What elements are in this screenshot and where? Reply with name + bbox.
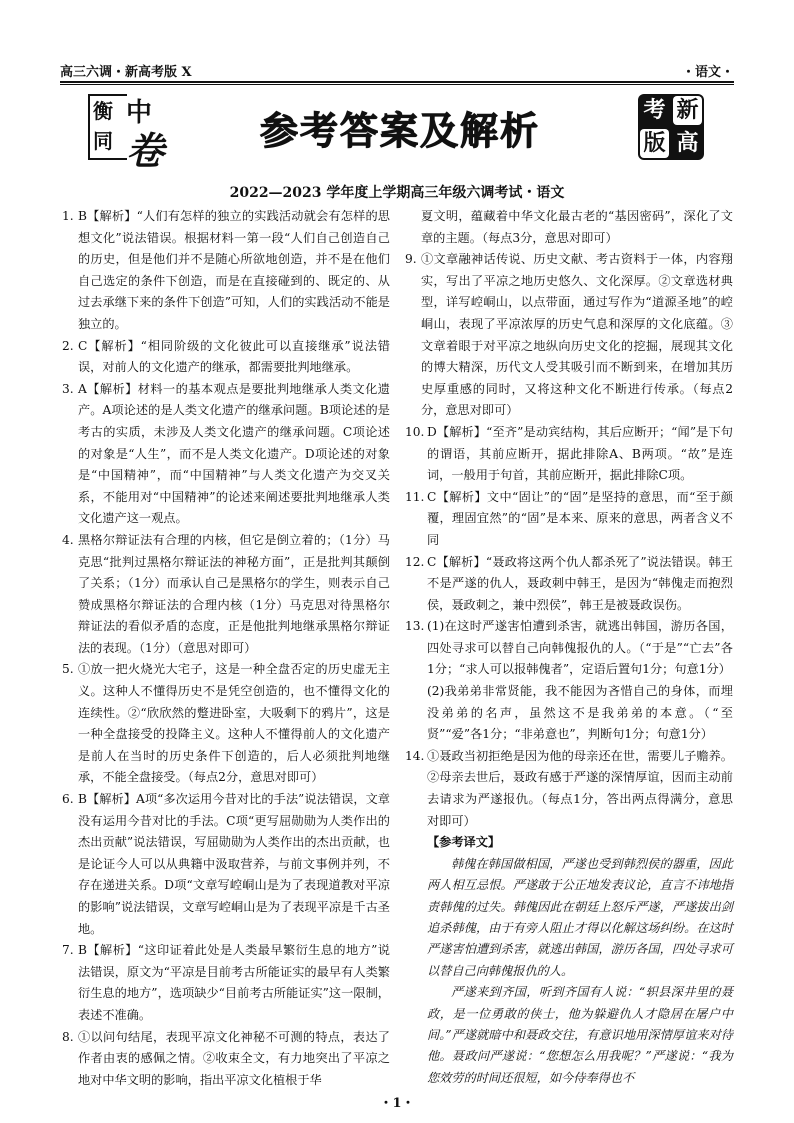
- answer-item: 12. C【解析】“聂政将这两个仇人都杀死了”说法错误。韩王不是严遂的仇人，聂政刺中韩王，是因为“韩傀走而抱烈侯，聂政刺之，兼中烈侯”，韩王是被聂政误伤。: [405, 554, 733, 612]
- answer-item: 5. ①放一把火烧光大宅子，这是一种全盘否定的历史虚无主义。这种人不懂得历史不是凭空创造的，也不懂得文化的连续性。②“欣欣然的蹩进卧室，大吸剩下的鸦片”，这是一种全盘接受的投降主义。这种人不懂得前人的文化遗产是前人在当时的历史条件下创造的，后人必须批判地继承，不能全盘接受。（每点2分，意思对即可）: [62, 662, 390, 785]
- seal-char-4: 高: [676, 131, 699, 156]
- seal-char-1: 考: [643, 98, 666, 123]
- answer-item: 6. B【解析】A项“多次运用今昔对比的手法”说法错误，文章没有运用今昔对比的手法。C项“更写屈勋勋为人类作出的杰出贡献”说法错误，写屈勋勋为人类作出的杰出贡献，也是论证今人可以从典籍中汲取营养，与前文事例并列，不存在递进关系。D项“文章写崆峒山是为了表现道教对平凉的影响”说法错误，文章写崆峒山是为了表现平凉是千古圣地。: [62, 792, 390, 936]
- right-column: [405, 206, 733, 1089]
- new-gaokao-seal: [638, 94, 704, 160]
- seal-char-3: 版: [640, 129, 669, 158]
- translation-paragraph: 韩傀在韩国做相国，严遂也受到韩烈侯的器重，因此两人相互忌恨。严遂敢于公正地发表议论，直言不讳地指责韩傀的过失。韩傀因此在朝廷上怒斥严遂，严遂拔出剑追杀韩傀，由于有旁人阻止才得以化解这场纠纷。在这时严遂害怕遭到杀害，就逃出韩国，游历各国，四处寻求可以替自己向韩傀报仇的人。: [427, 856, 733, 978]
- page-number: ・1・: [379, 1096, 415, 1111]
- header-rule: [60, 81, 734, 83]
- banner-title: 参考答案及解析: [259, 109, 540, 153]
- answer-item: 3. A【解析】材料一的基本观点是要批判地继承人类文化遗产。A项论述的是人类文化遗产的继承问题。B项论述的是考古的实质，未涉及人类文化遗产的继承问题。C项论述的对象是“人生”，而不是人类文化遗产。D项论述的对象是“中国精神”，而“中国精神”与人类文化遗产为交叉关系，不能用对“中国精神”的论述来阐述要批判地继承人类文化遗产这一观点。: [62, 381, 390, 526]
- header-rule-thin: [60, 84, 734, 85]
- answer-item: 7. B【解析】“这印证着此处是人类最早繁衍生息的地方”说法错误，原文为“平凉是目前考古所能证实的最早有人类繁衍生息的地方”，选项缺少“目前考古所能证实”这一限制，表述不准确。: [62, 943, 390, 1022]
- reference-translation: [405, 854, 733, 1089]
- logo-char-tong: 同: [93, 129, 113, 153]
- answer-item: 2. C【解析】“相同阶级的文化彼此可以直接继承”说法错误，对前人的文化遗产的继承，都需要批判地继承。: [62, 338, 390, 375]
- answer-item: 1. B【解析】“人们有怎样的独立的实践活动就会有怎样的思想文化”说法错误。根据材料一第一段“人们自己创造自己的历史，但是他们并不是随心所欲地创造，并不是在他们自己选定的条件下创造，而是在直接碰到的、既定的、从过去承继下来的条件下创造”可知，人们的实践活动不能是独立的。: [62, 209, 390, 331]
- hengzhong-logo: [70, 92, 182, 173]
- answer-item: 9. ①文章融神话传说、历史文献、考古资料于一体，内容翔实，写出了平凉之地历史悠久、文化深厚。②文章选材典型，详写崆峒山，以点带面，通过写作为“道源圣地”的崆峒山，表现了平凉浓厚的历史气息和深厚的文化底蕴。③文章着眼于对平凉之地纵向历史文化的挖掘，展现其文化的博大精深，历代文人受其吸引而不断到来，在增加其历史厚重感的同时，又将这种文化不断进行传承。（每点2分，意思对即可）: [405, 252, 733, 418]
- answer-item: 14. ①聂政当初拒绝是因为他的母亲还在世，需要儿子赡养。②母亲去世后，聂政有感于严遂的深情厚谊，因而主动前去请求为严遂报仇。（每点1分，答出两点得满分，意思对即可）: [405, 748, 733, 828]
- logo-char-heng: 衡: [93, 99, 113, 123]
- logo-char-zhong: 中: [126, 98, 153, 128]
- translation-paragraph: 严遂来到齐国，听到齐国有人说：“轵县深井里的聂政，是一位勇敢的侠士，他为躲避仇人才隐居在屠户中间。”严遂就暗中和聂政交往，有意识地用深情厚谊来对待他。聂政问严遂说：“您想怎么用我呢？”严遂说：“我为您效劳的时间还很短，如今侍奉得也不: [427, 985, 733, 1085]
- exam-title: 2022—2023 学年度上学期高三年级六调考试・语文: [229, 185, 565, 201]
- header-right: ・语文・: [681, 65, 734, 80]
- answer-item: 10. D【解析】“至齐”是动宾结构，其后应断开；“闻”是下句的谓语，其前应断开，据此排除A、B两项。“故”是连词，一般用于句首，其前应断开，据此排除C项。: [405, 424, 733, 483]
- logo-box: [88, 94, 127, 160]
- seal-char-2: 新: [673, 96, 702, 125]
- left-column: [62, 206, 390, 1091]
- running-header: [60, 60, 734, 80]
- answer-item: 8. ①以问句结尾，表现平凉文化神秘不可测的特点，表达了作者由衷的感佩之情。②收束全文，有力地突出了平凉之地对中华文明的影响，指出平凉文化植根于华: [62, 1029, 390, 1087]
- answer-item: 11. C【解析】文中“固让”的“固”是坚持的意思，而“至于颜覆，理固宜然”的“固”是本来、原来的意思，两者含义不同: [405, 489, 733, 547]
- answer-item: 夏文明，蕴藏着中华文化最古老的“基因密码”，深化了文章的主题。（每点3分，意思对即可）: [421, 209, 733, 245]
- header-left: 高三六调・新高考版 X: [60, 65, 192, 80]
- logo-char-juan: 卷: [126, 128, 165, 173]
- answer-item: 4. 黑格尔辩证法有合理的内核，但它是倒立着的；（1分）马克思“批判过黑格尔辩证法的神秘方面”，正是批判其颠倒了关系；（1分）而承认自己是黑格尔的学生，则表示自己赞成黑格尔辩证法的合理内核（1分）马克思对待黑格尔辩证法的看似矛盾的态度，正是他批判地继承黑格尔辩证法的表现。（1分）（意思对即可）: [62, 532, 390, 655]
- reference-heading: 【参考译文】: [427, 835, 501, 850]
- answer-item: 13. (1)在这时严遂害怕遭到杀害，就逃出韩国，游历各国，四处寻求可以替自己向韩傀报仇的人。（“于是”“亡去”各1分；“求人可以报韩傀者”，定语后置句1分；句意1分）: [405, 619, 733, 677]
- answer-item: (2)我弟弟非常贤能，我不能因为吝惜自己的身体，而埋没弟弟的名声，虽然这不是我弟弟的本意。（“至贤”“爱”各1分；“非弟意也”，判断句1分；句意1分）: [427, 684, 733, 742]
